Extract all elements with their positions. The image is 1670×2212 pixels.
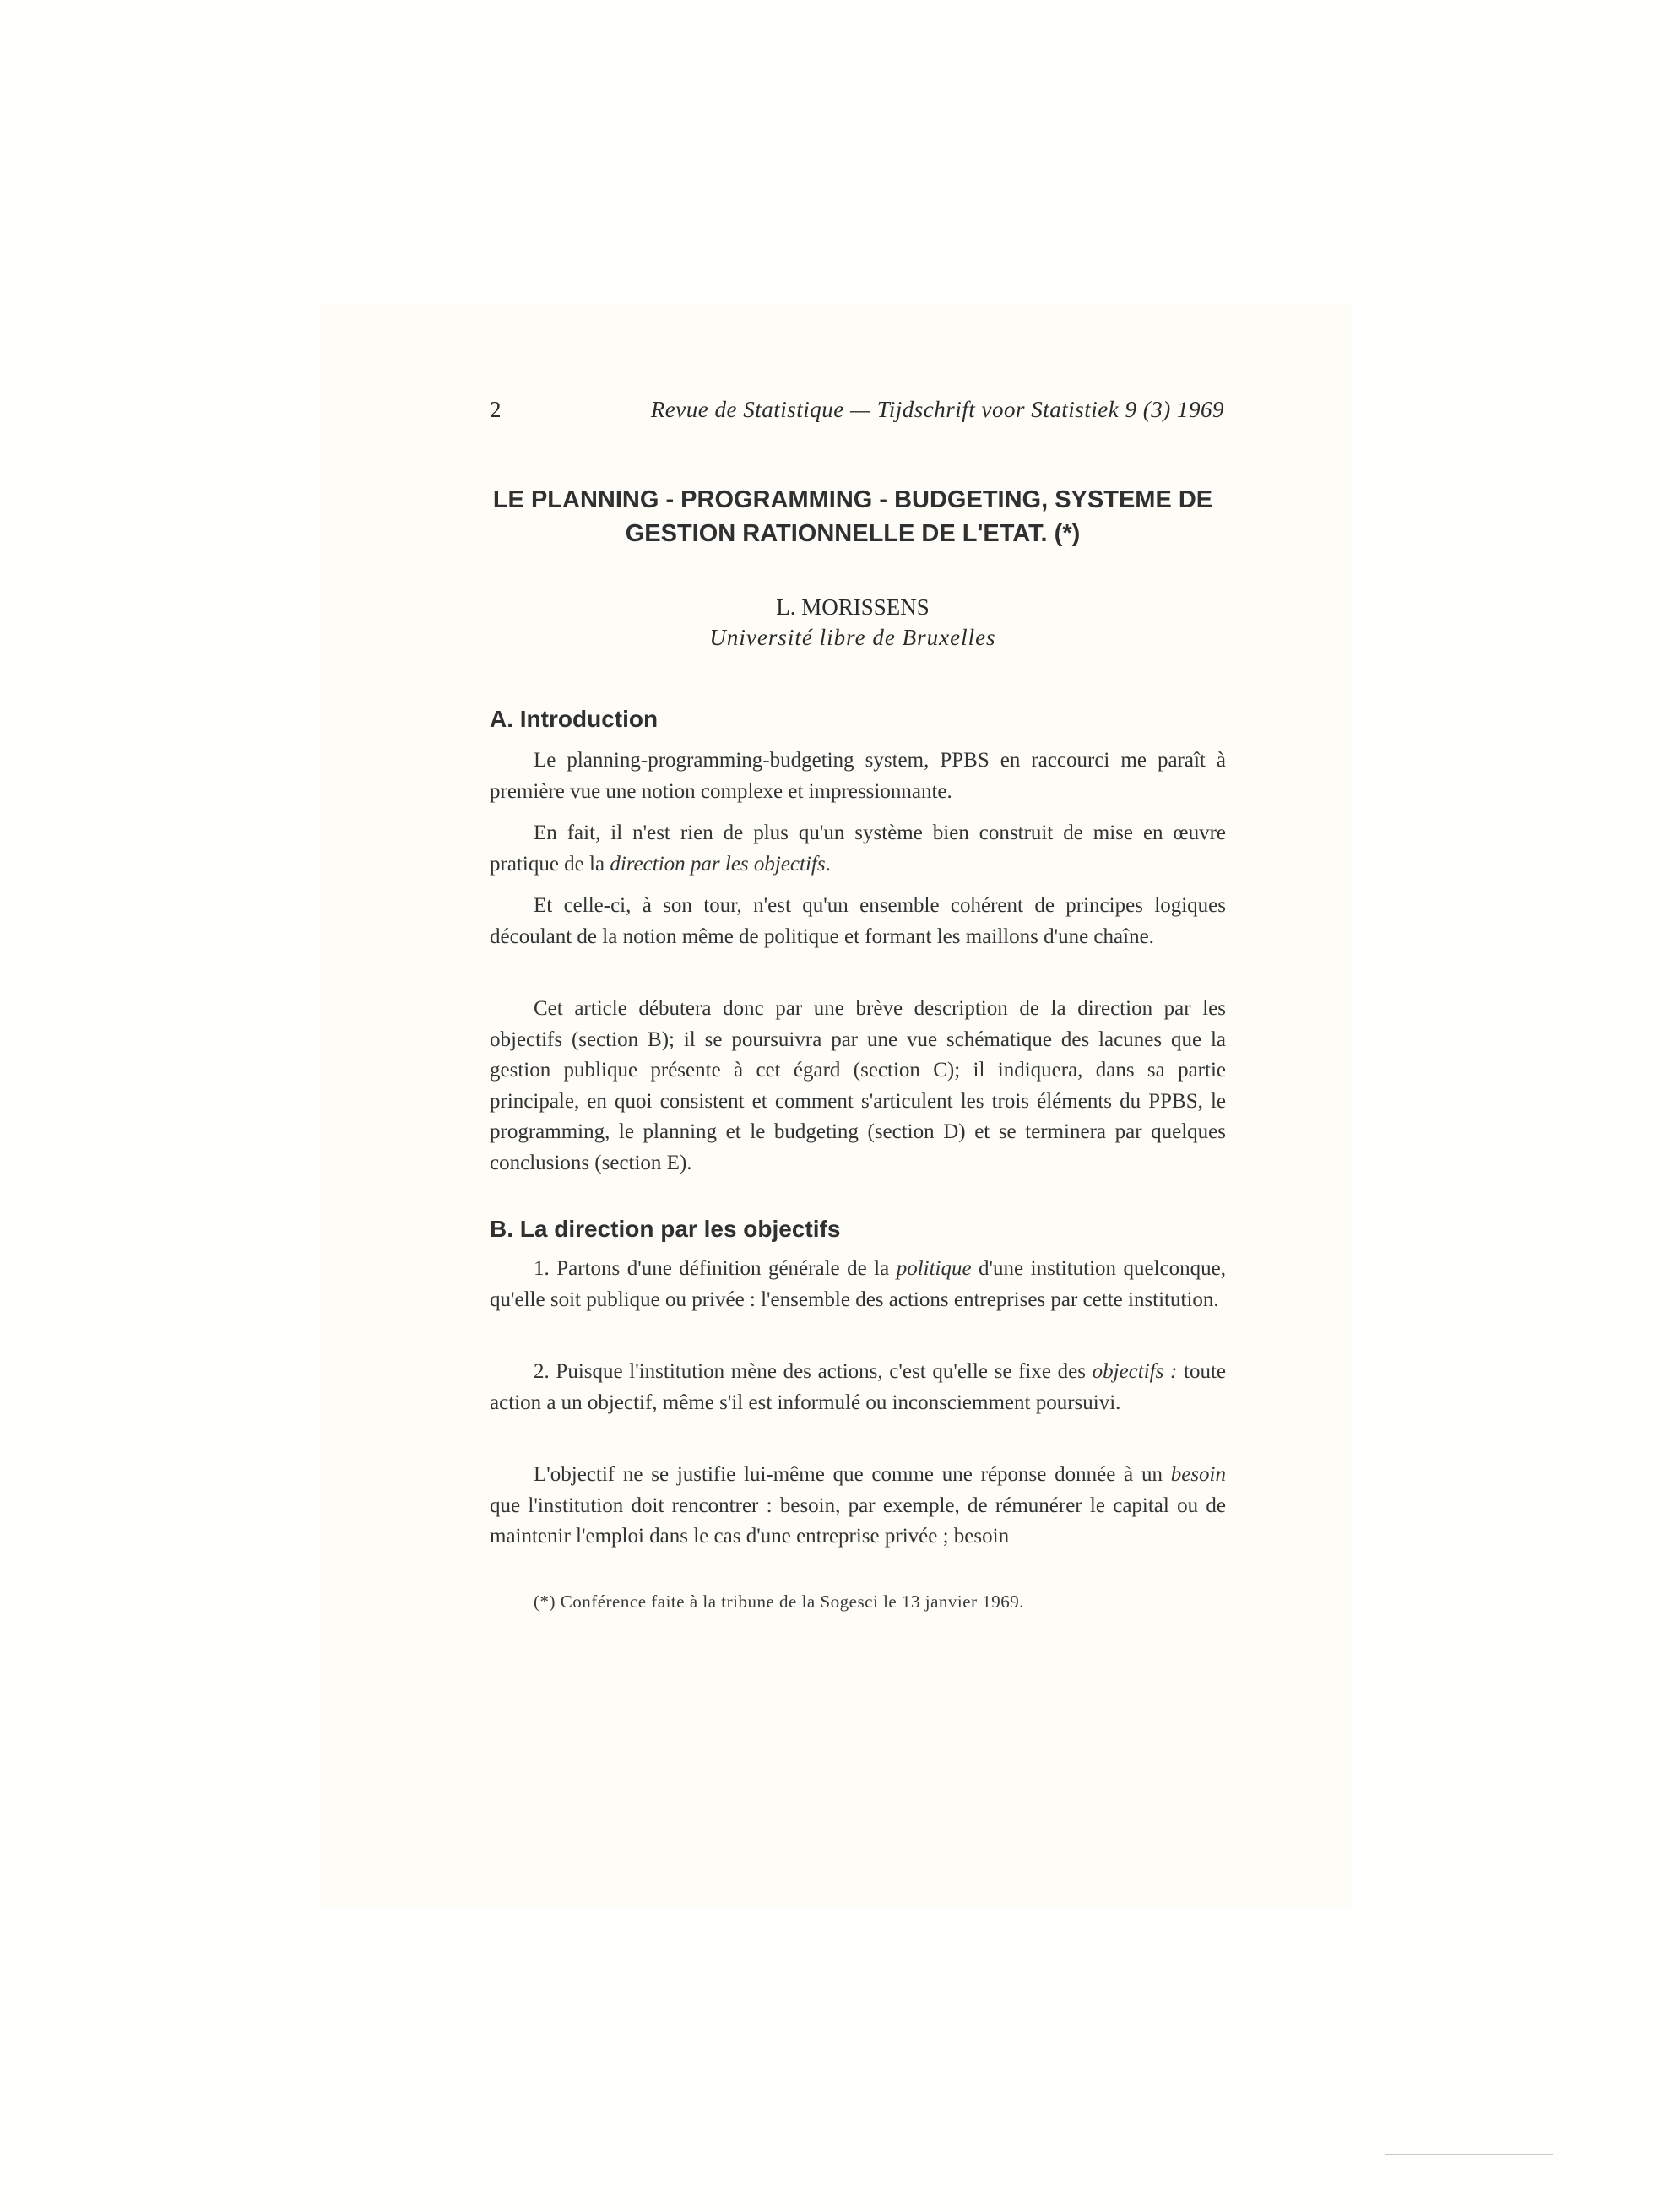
objectives-p1-emphasis: politique — [896, 1257, 972, 1280]
title-line-2: GESTION RATIONNELLE DE L'ETAT. (*) — [625, 520, 1081, 547]
intro-paragraph-3: Et celle-ci, à son tour, n'est qu'un ensemble cohérent de principes logiques découlant de la notion même de politique et formant les maillons d'une chaîne. — [490, 894, 1226, 948]
intro-p2-emphasis: direction par les objectifs — [610, 852, 826, 876]
intro-paragraph-1: Le planning-programming-budgeting system, PPBS en raccourci me paraît à première vue une notion complexe et impressionnante. — [490, 749, 1226, 803]
intro-paragraph-4: Cet article débutera donc par une brève description de la direction par les objectifs (section B); il se poursuivra par une vue schématique des lacunes que la gestion publique présente à cet égard (section C); il indiquera, dans sa partie principale, en quoi consistent et comment s'articulent les trois éléments du PPBS, le programming, le planning et le budgeting (section D) et se terminera par quelques conclusions (section E). — [490, 997, 1226, 1174]
objectives-paragraph-3 — [490, 1460, 1226, 1553]
article-title — [473, 483, 1233, 550]
intro-p2-text: En fait, il n'est rien de plus qu'un système bien construit de mise en œuvre pratique de la — [490, 821, 1226, 876]
section-heading-b: B. La direction par les objectifs — [490, 1216, 841, 1242]
footnote: (*) Conférence faite à la tribune de la Sogesci le 13 janvier 1969. — [534, 1591, 1025, 1612]
title-line-1: LE PLANNING - PROGRAMMING - BUDGETING, SYSTEME DE — [492, 486, 1213, 513]
objectives-p2-end: toute action a un objectif, même s'il est informulé ou inconsciemment poursuivi. — [490, 1360, 1226, 1414]
running-head — [490, 397, 1224, 431]
objectives-p3-text: L'objectif ne se justifie lui-même que comme une réponse donnée à un — [534, 1463, 1171, 1486]
author-affiliation: Université libre de Bruxelles — [709, 625, 996, 650]
page-number: 2 — [490, 397, 502, 422]
author-name: L. MORISSENS — [776, 594, 930, 620]
objectives-p2-text: 2. Puisque l'institution mène des actions, c'est qu'elle se fixe des — [534, 1360, 1093, 1383]
objectives-paragraph-2 — [490, 1357, 1226, 1418]
intro-p2-end: . — [825, 852, 831, 876]
scan-edge-line — [1385, 2154, 1553, 2155]
objectives-p1-text: 1. Partons d'une définition générale de la — [534, 1257, 897, 1280]
objectives-paragraph-1 — [490, 1254, 1226, 1315]
objectives-p1-end: d'une institution quelconque, qu'elle soit publique ou privée : l'ensemble des actions entreprises par cette institution. — [490, 1257, 1226, 1311]
section-heading-a: A. Introduction — [490, 706, 659, 732]
intro-paragraph-2 — [490, 818, 1226, 880]
journal-citation: Revue de Statistique — Tijdschrift voor Statistiek 9 (3) 1969 — [650, 397, 1224, 422]
objectives-p3-emphasis: besoin — [1170, 1463, 1226, 1486]
objectives-p3-end: que l'institution doit rencontrer : besoin, par exemple, de rémunérer le capital ou de maintenir l'emploi dans le cas d'une entreprise privée ; besoin — [490, 1494, 1226, 1548]
objectives-p2-emphasis: objectifs : — [1092, 1360, 1178, 1383]
